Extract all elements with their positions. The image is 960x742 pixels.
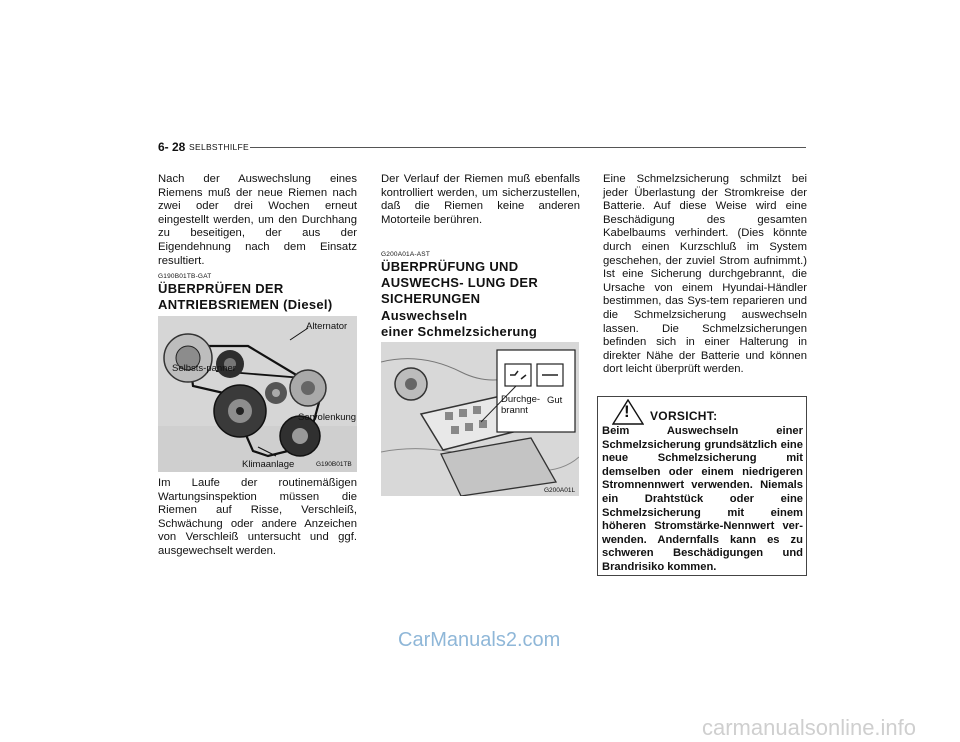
label-blown-line1: Durchge- (501, 394, 541, 405)
label-alternator: Alternator (306, 321, 348, 332)
col1-code: G190B01TB-GAT (158, 273, 212, 280)
col2-heading-line2: AUSWECHS- LUNG DER (381, 275, 539, 291)
fuse-diagram (381, 342, 579, 496)
section-title: SELBSTHILFE (189, 142, 249, 152)
page-header (158, 140, 806, 154)
belt-diagram (158, 316, 357, 472)
label-blown-fuse (501, 394, 540, 416)
col2-intro: Der Verlauf der Riemen muß ebenfalls kontrolliert werden, um sicherzustellen, daß die Riemen keine anderen Motorteile berühren. (381, 173, 580, 226)
label-air-conditioning: Klimaanlage (242, 459, 295, 470)
watermark-carmanuals2: CarManuals2.com (398, 629, 561, 651)
warning-box (597, 396, 807, 576)
label-good-fuse: Gut (547, 395, 563, 406)
warning-body: Beim Auswechseln einer Schmelzsicherung grundsätzlich eine neue Schmelzsicherung mit demselben oder einem niedrigeren Stromnennwert verwenden. Niemals ein Drahtstück oder eine Schmelzsicherung mit einem höheren Stromstärke-Nennwert ver-wenden. Andernfalls kann es zu schweren Beschädigungen und Brandrisiko kommen. (602, 425, 803, 573)
col3-body: Eine Schmelzsicherung schmilzt bei jeder Überlastung der Stromkreise der Batterie. Auf diese Weise wird eine Beschädigung des gesamten Kabelbaums verhindert. (Dies könnte durch einen Kurzschluß im System geschehen, der zuviel Strom aufnimmt.) Ist eine Sicherung durchgebrannt, die Ursache von einem Hyundai-Händler bestimmen, das Sys-tem reparieren und die Schmelzsicherung auswechseln lassen. Die Schmelzsicherungen befinden sich in einer Halterung in direkter Nähe der Batterie und können dort leicht überprüft werden. (603, 173, 807, 376)
page-number: 6- 28 (158, 140, 186, 154)
col2-heading-line1: ÜBERPRÜFUNG UND (381, 259, 519, 274)
col2-heading-line4: Auswechseln (381, 307, 468, 323)
belt-diagram-drawing (158, 316, 357, 472)
col2-heading-line5: einer Schmelzsicherung (381, 323, 538, 339)
col1-heading (158, 281, 368, 313)
col1-intro: Nach der Auswechslung eines Riemens muß der neue Riemen nach zwei oder drei Wochen erneut eingestellt werden, um den Durchhang zu beseitigen, der aus der Eigendehnung nach dem Einsatz resultiert. (158, 173, 357, 267)
watermark-carmanualsonline: carmanualsonline.info (702, 715, 917, 740)
col2-code: G200A01A-AST (381, 251, 431, 258)
warning-title: VORSICHT: (650, 409, 718, 423)
header-rule (250, 147, 806, 148)
label-blown-line2: brannt (501, 405, 528, 416)
col2-heading (381, 259, 591, 340)
col1-heading-line1: ÜBERPRÜFEN DER (158, 281, 284, 296)
figure-code-belt: G190B01TB (316, 461, 352, 468)
label-tensioner: Selbsts-panner (172, 363, 236, 374)
figure-code-fuse: G200A01L (544, 487, 576, 494)
fuse-diagram-drawing (381, 342, 579, 496)
col1-body: Im Laufe der routinemäßigen Wartungsinspektion müssen die Riemen auf Risse, Verschleiß, Schwächung oder andere Anzeichen von Verschleiß untersucht und ggf. ausgewechselt werden. (158, 477, 357, 557)
col2-heading-line3: SICHERUNGEN (381, 291, 481, 307)
col1-heading-line2: ANTRIEBSRIEMEN (Diesel) (158, 297, 333, 313)
label-power-steering: Servolenkung (298, 412, 357, 423)
warning-symbol: ! (624, 402, 630, 421)
